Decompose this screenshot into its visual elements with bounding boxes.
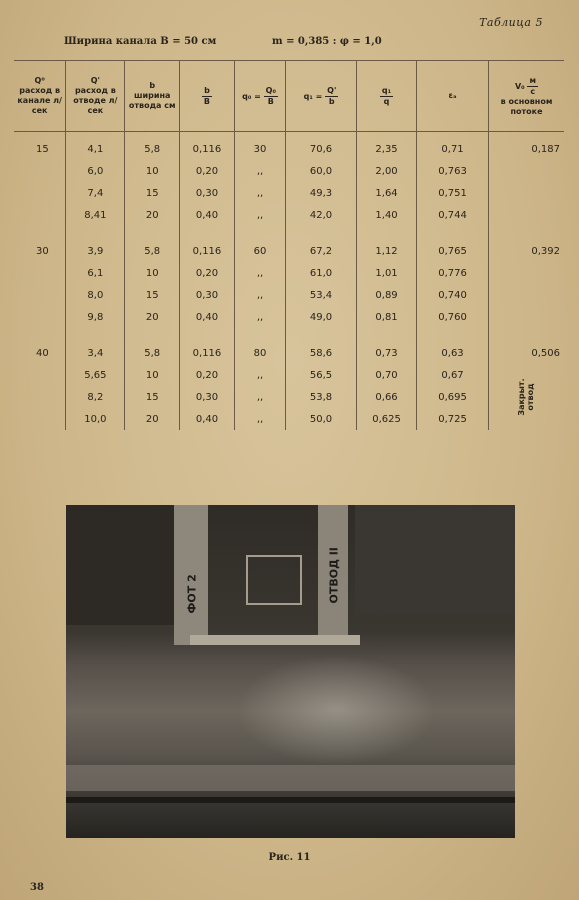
cell-eps: 0,740 [417,284,489,306]
cell-b: 10 [125,364,180,386]
cell-ratio: 0,81 [357,306,417,328]
cell-q1: 3,9 [66,240,125,262]
cell-b: 15 [125,386,180,408]
cell-q0B: ,, [235,386,286,408]
cell-q0: 30 [36,245,49,257]
cell-b: 5,8 [125,240,180,262]
cell-eps: 0,760 [417,306,489,328]
table-row [14,342,564,364]
cell-ratio: 2,35 [357,132,417,161]
cell-q0B: ,, [235,160,286,182]
cell-qb: 42,0 [286,204,357,226]
cell-b: 5,8 [125,132,180,161]
cell-b: 15 [125,182,180,204]
table-row [14,160,564,182]
cell-ratio: 1,40 [357,204,417,226]
photo-label-left: ФОТ 2 [185,574,199,614]
cell-q0B: ,, [235,364,286,386]
cell-eps: 0,63 [417,342,489,364]
cell-note [488,364,564,430]
cell-q0B: ,, [235,284,286,306]
cell-qb: 60,0 [286,160,357,182]
cell-eps: 0,725 [417,408,489,430]
cell-q0B: ,, [235,204,286,226]
cell-b: 20 [125,306,180,328]
header-q0B-prefix: q₀ = [242,91,261,101]
group-spacer [14,328,564,342]
cell-b: 5,8 [125,342,180,364]
header-bB-fraction: $\frac{b}{B}$ [203,85,211,106]
cell-b: 20 [125,408,180,430]
header-bB [179,61,234,132]
header-qb-prefix: q₁ = [303,91,323,101]
header-q0-symbol: Q⁰ [34,76,45,85]
photo-grate [246,555,302,605]
cell-eps: 0,71 [417,132,489,161]
cell-bB: 0,20 [179,160,234,182]
cell-q1: 8,2 [66,386,125,408]
cell-ratio: 0,66 [357,386,417,408]
closed-outlet-note: Закрыт. отвод [517,377,536,416]
header-ratio [357,61,417,132]
header-ratio-fraction: $\frac{\text{q₁}}{q}$ [381,85,392,106]
cell-q0: 15 [36,143,49,155]
cell-qb: 53,8 [286,386,357,408]
cell-q1: 8,41 [66,204,125,226]
cell-v0: 0,392 [488,240,564,262]
table-row [14,182,564,204]
cell-qb: 50,0 [286,408,357,430]
photo-stripe [66,797,515,803]
cell-q1: 4,1 [66,132,125,161]
cell-q1: 8,0 [66,284,125,306]
table-row [14,364,564,386]
cell-qb: 49,0 [286,306,357,328]
cell-eps: 0,776 [417,262,489,284]
cell-q1: 6,0 [66,160,125,182]
cell-eps: 0,751 [417,182,489,204]
cell-qb: 58,6 [286,342,357,364]
header-q0 [14,61,66,132]
header-eps [417,61,489,132]
photo-label-right: ОТВОД II [327,547,341,604]
cell-qb: 53,4 [286,284,357,306]
header-q1 [66,61,125,132]
cell-q0B: ,, [235,408,286,430]
photo-wall-left [66,505,184,625]
cell-ratio: 2,00 [357,160,417,182]
cell-bB: 0,40 [179,306,234,328]
cell-bB: 0,30 [179,182,234,204]
photo-band [66,765,515,791]
cell-q0B: ,, [235,262,286,284]
cell-q1: 9,8 [66,306,125,328]
cell-q1: 5,65 [66,364,125,386]
page-number: 38 [30,882,44,893]
cell-qb: 70,6 [286,132,357,161]
data-table [14,60,564,430]
header-v0 [488,61,564,132]
cell-qb: 67,2 [286,240,357,262]
cell-ratio: 0,73 [357,342,417,364]
table-row [14,386,564,408]
cell-eps: 0,765 [417,240,489,262]
figure-caption: Рис. 11 [268,852,311,863]
cell-eps: 0,763 [417,160,489,182]
header-v0-fraction: $\frac{м}{с}$ [529,75,537,96]
header-q0B-fraction: $\frac{\text{Q₀}}{B}$ [265,85,276,106]
table-row [14,262,564,284]
photo-glare [236,655,436,765]
parameters: m = 0,385 : φ = 1,0 [272,36,382,47]
cell-q0B: ,, [235,306,286,328]
cell-v0: 0,187 [488,132,564,161]
cell-q1: 6,1 [66,262,125,284]
cell-q1: 3,4 [66,342,125,364]
header-row [14,61,564,132]
cell-ratio: 0,89 [357,284,417,306]
cell-q1: 7,4 [66,182,125,204]
cell-bB: 0,20 [179,262,234,284]
channel-width: Ширина канала B = 50 см [64,36,217,47]
cell-q0: 40 [36,347,49,359]
table-row [14,284,564,306]
cell-bB: 0,40 [179,408,234,430]
photograph [66,505,515,838]
cell-ratio: 1,01 [357,262,417,284]
cell-q0B: 80 [235,342,286,364]
header-eps-symbol: εₐ [448,91,457,100]
photo-sill [190,635,360,645]
cell-qb: 49,3 [286,182,357,204]
header-qb [286,61,357,132]
header-v0-text: в основном потоке [500,96,553,116]
header-b-text: ширина отвода см [128,91,176,110]
cell-v0: 0,506 [488,342,564,364]
cell-qb: 61,0 [286,262,357,284]
cell-ratio: 0,70 [357,364,417,386]
cell-ratio: 1,12 [357,240,417,262]
cell-q0B: 60 [235,240,286,262]
group-spacer [14,226,564,240]
photo-wall-right [355,505,515,615]
cell-bB: 0,116 [179,132,234,161]
header-q0B [235,61,286,132]
table-number: Таблица 5 [479,16,543,29]
cell-eps: 0,67 [417,364,489,386]
cell-eps: 0,744 [417,204,489,226]
cell-q0B: ,, [235,182,286,204]
cell-bB: 0,30 [179,284,234,306]
table-row [14,306,564,328]
table-row [14,408,564,430]
cell-b: 10 [125,160,180,182]
table-row [14,132,564,161]
cell-bB: 0,40 [179,204,234,226]
cell-bB: 0,116 [179,342,234,364]
table-body [14,132,564,431]
cell-ratio: 1,64 [357,182,417,204]
cell-b: 15 [125,284,180,306]
header-q1-text: расход в отводе л/сек [73,86,118,115]
cell-q1: 10,0 [66,408,125,430]
header-v0-symbol: V₀ [514,81,525,91]
cell-bB: 0,20 [179,364,234,386]
cell-qb: 56,5 [286,364,357,386]
header-b [125,61,180,132]
cell-b: 10 [125,262,180,284]
cell-bB: 0,30 [179,386,234,408]
table-row [14,204,564,226]
header-q0-text: расход в канале л/сек [17,86,62,115]
header-q1-symbol: Q' [90,76,100,85]
cell-bB: 0,116 [179,240,234,262]
table-row [14,240,564,262]
cell-b: 20 [125,204,180,226]
cell-q0B: 30 [235,132,286,161]
header-qb-fraction: $\frac{Q'}{b}$ [327,85,337,106]
cell-ratio: 0,625 [357,408,417,430]
header-b-symbol: b [149,81,156,90]
cell-eps: 0,695 [417,386,489,408]
